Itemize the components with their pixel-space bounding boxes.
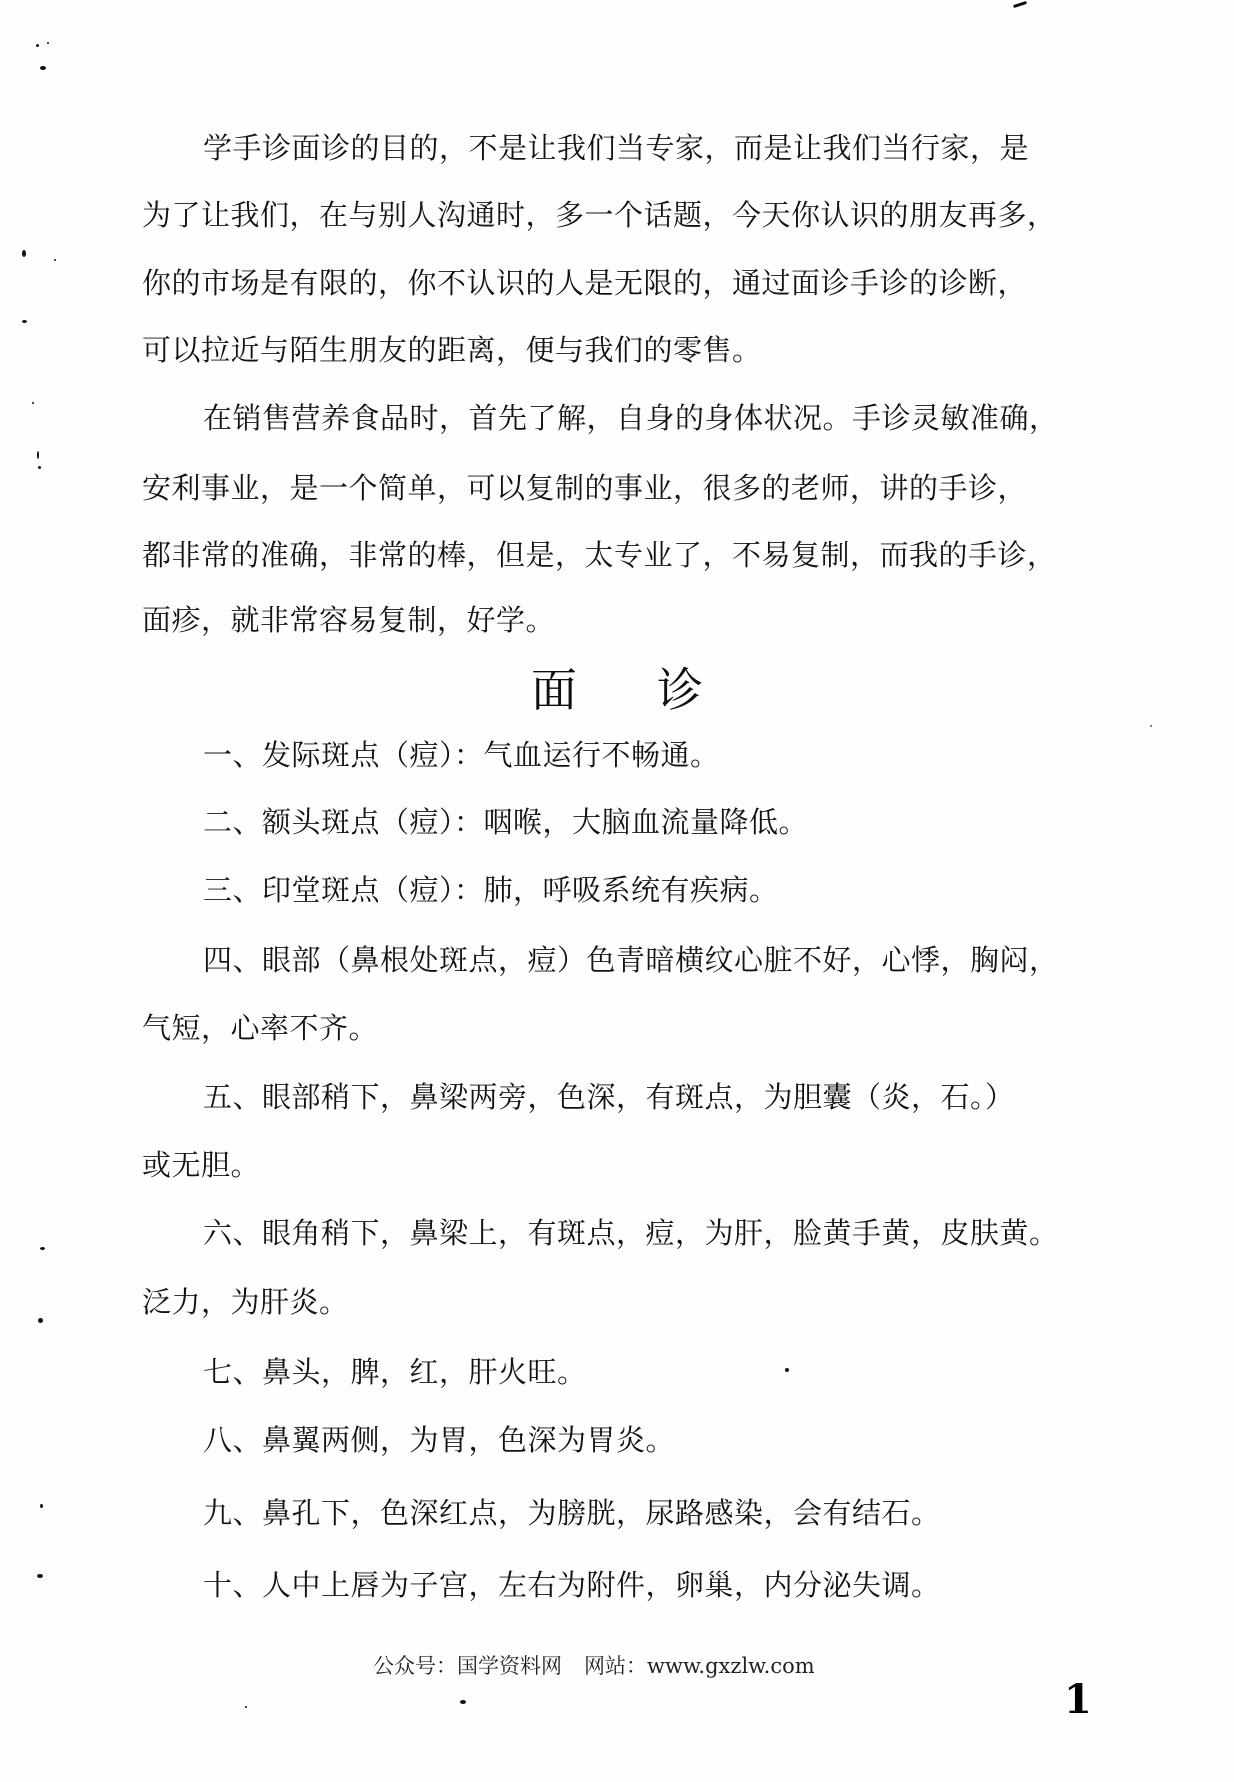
list-item-6-continuation: 泛力，为肝炎。 xyxy=(142,1285,349,1319)
list-item-2: 二、额头斑点（痘）：咽喉，大脑血流量降低。 xyxy=(203,805,809,839)
scan-speck xyxy=(40,66,46,70)
scan-speck xyxy=(40,1504,43,1508)
scan-speck xyxy=(22,320,27,323)
paragraph-1-line-4: 可以拉近与陌生朋友的距离，便与我们的零售。 xyxy=(142,333,762,367)
scan-speck xyxy=(245,1706,247,1708)
list-item-1: 一、发际斑点（痘）：气血运行不畅通。 xyxy=(203,738,720,772)
scan-speck xyxy=(47,42,49,44)
section-title-char-1: 面 xyxy=(531,663,577,717)
list-item-3: 三、印堂斑点（痘）：肺，呼吸系统有疾病。 xyxy=(203,873,779,907)
list-item-10: 十、人中上唇为子宫，左右为附件，卵巢，内分泌失调。 xyxy=(203,1568,941,1602)
list-item-4-continuation: 气短，心率不齐。 xyxy=(142,1011,379,1045)
paragraph-1-line-1: 学手诊面诊的目的，不是让我们当专家，而是让我们当行家，是 xyxy=(203,131,1030,165)
scan-speck xyxy=(22,250,26,257)
page-number: 1 xyxy=(1064,1676,1092,1723)
section-title xyxy=(0,660,1234,720)
scan-speck xyxy=(37,1574,43,1578)
footer-watermark xyxy=(373,1652,815,1680)
list-item-6: 六、眼角稍下，鼻梁上，有斑点，痘，为肝，脸黄手黄，皮肤黄。 xyxy=(203,1216,1059,1250)
list-item-7: 七、鼻头，脾，红，肝火旺。 xyxy=(203,1355,587,1389)
footer-site-label: 网站：www.gxzlw.com xyxy=(584,1654,815,1678)
scan-speck xyxy=(38,466,41,469)
footer-wechat-label: 公众号：国学资料网 xyxy=(373,1654,562,1678)
list-item-5: 五、眼部稍下，鼻梁两旁，色深，有斑点，为胆囊（炎，石。） xyxy=(203,1080,1015,1114)
section-title-char-2: 诊 xyxy=(657,663,703,717)
scan-speck xyxy=(1150,725,1152,727)
list-item-9: 九、鼻孔下，色深红点，为膀胱，尿路感染，会有结石。 xyxy=(203,1496,941,1530)
list-item-5-continuation: 或无胆。 xyxy=(142,1148,261,1182)
scan-speck xyxy=(460,1700,466,1704)
list-item-8: 八、鼻翼两侧，为胃，色深为胃炎。 xyxy=(203,1423,676,1457)
paragraph-2-line-3: 都非常的准确，非常的棒，但是，太专业了，不易复制，而我的手诊， xyxy=(142,538,1057,572)
list-item-4: 四、眼部（鼻根处斑点，痘）色青暗横纹心脏不好，心悸，胸闷， xyxy=(203,943,1059,977)
scan-speck xyxy=(36,44,39,47)
scan-speck xyxy=(54,259,56,261)
paragraph-1-line-2: 为了让我们，在与别人沟通时，多一个话题，今天你认识的朋友再多， xyxy=(142,198,1057,232)
paragraph-1-line-3: 你的市场是有限的，你不认识的人是无限的，通过面诊手诊的诊断， xyxy=(142,266,1028,300)
scan-speck xyxy=(1013,1,1027,8)
scan-speck xyxy=(32,402,34,404)
scan-speck xyxy=(40,1247,45,1250)
paragraph-2-line-4: 面疹，就非常容易复制，好学。 xyxy=(142,603,556,637)
paragraph-2-line-1: 在销售营养食品时，首先了解，自身的身体状况。手诊灵敏准确， xyxy=(203,401,1059,435)
scan-speck xyxy=(37,451,39,459)
scan-speck xyxy=(785,1368,789,1372)
scan-speck xyxy=(38,1318,43,1323)
paragraph-2-line-2: 安利事业，是一个简单，可以复制的事业，很多的老师，讲的手诊， xyxy=(142,471,1028,505)
